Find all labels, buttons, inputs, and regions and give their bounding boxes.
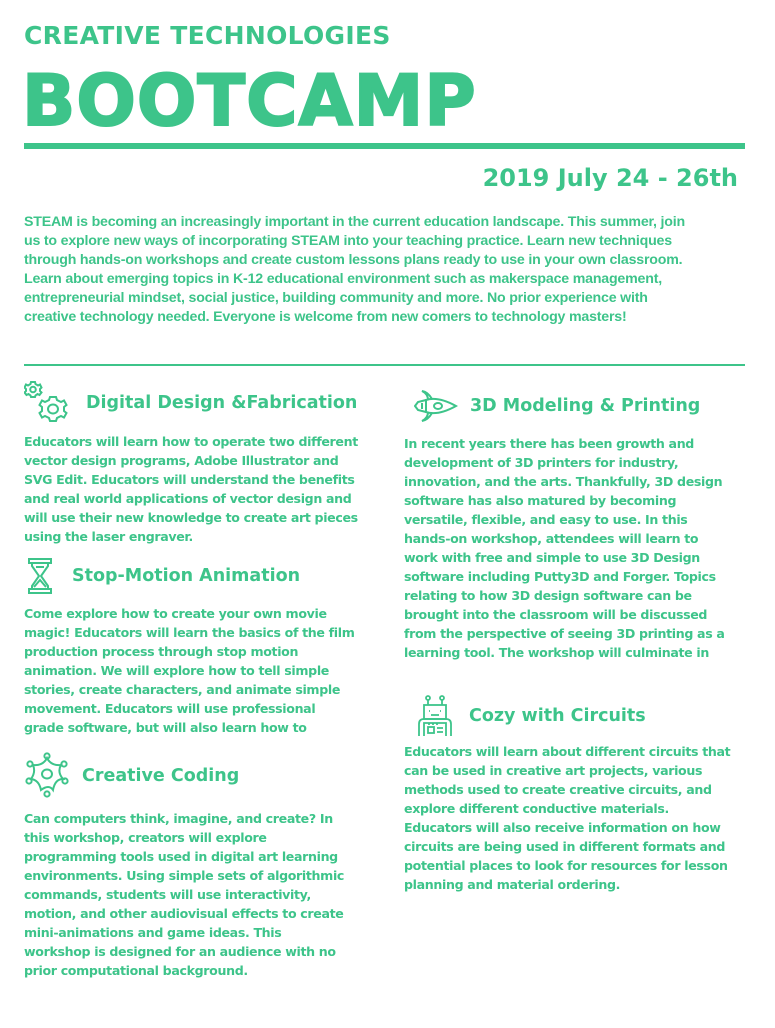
left-column: [24, 378, 374, 980]
body-line: using the laser engraver.: [24, 529, 193, 544]
hourglass-icon: [28, 558, 52, 594]
intro-line: us to explore new ways of incorporating STEAM into your teaching practice. Learn new techniques: [24, 233, 672, 249]
body-line: development of 3D printers for industry,: [404, 455, 679, 470]
intro-line: Learn about emerging topics in K-12 educational environment such as makerspace management,: [24, 271, 662, 287]
body-line: methods used to create creative circuits, and: [404, 782, 712, 797]
body-line: this workshop, creators will explore: [24, 830, 267, 845]
body-line: Educators will learn how to operate two different: [24, 434, 358, 449]
body-line: planning and material ordering.: [404, 877, 621, 892]
body-line: software including Putty3D and Forger. Topics: [404, 569, 716, 584]
event-date: 2019 July 24 - 26th: [482, 164, 738, 192]
section-body: [404, 434, 764, 662]
body-line: commands, students will use interactivity,: [24, 887, 311, 902]
section-title: Stop-Motion Animation: [72, 566, 301, 586]
intro-line: STEAM is becoming an increasingly important in the current education landscape. This summer, join: [24, 214, 685, 230]
section-body: [24, 809, 374, 980]
body-line: will use their new knowledge to create art pieces: [24, 510, 358, 525]
body-line: software has also matured by becoming: [404, 493, 677, 508]
body-line: environments. Using simple sets of algorithmic: [24, 868, 345, 883]
header-subtitle: CREATIVE TECHNOLOGIES: [24, 21, 391, 50]
body-line: production process through stop motion: [24, 644, 299, 659]
section-title: 3D Modeling & Printing: [470, 396, 701, 416]
body-line: prior computational background.: [24, 963, 248, 978]
section-title: Creative Coding: [82, 766, 240, 786]
body-line: can be used in creative art projects, various: [404, 763, 703, 778]
right-column: [404, 378, 764, 894]
body-line: versatile, flexible, and easy to use. In this: [404, 512, 688, 527]
body-line: from the perspective of seeing 3D printing as a: [404, 626, 725, 641]
section-3d-modeling: [404, 386, 764, 662]
body-line: workshop is designed for an audience with no: [24, 944, 336, 959]
body-line: and real world applications of vector design and: [24, 491, 352, 506]
section-body: [404, 742, 764, 894]
body-line: work with free and simple to use 3D Design: [404, 550, 700, 565]
body-line: programming tools used in digital art learning: [24, 849, 338, 864]
header-title: BOOTCAMP: [22, 60, 477, 142]
body-line: Educators will also receive information on how: [404, 820, 721, 835]
section-title: Digital Design &Fabrication: [86, 393, 358, 413]
rocket-icon: [414, 390, 458, 422]
body-line: grade software, but will also learn how to: [24, 720, 307, 735]
section-divider: [24, 364, 745, 366]
header-divider: [24, 143, 745, 149]
body-line: learning tool. The workshop will culminate in: [404, 645, 709, 660]
body-line: Come explore how to create your own movie: [24, 606, 327, 621]
intro-line: creative technology needed. Everyone is welcome from new comers to technology masters!: [24, 309, 627, 325]
section-body: [24, 604, 374, 737]
body-line: potential places to look for resources for lesson: [404, 858, 728, 873]
section-creative-coding: [24, 751, 374, 980]
body-line: motion, and other audiovisual effects to create: [24, 906, 344, 921]
intro-line: entrepreneurial mindset, social justice, building community and more. No prior experience with: [24, 290, 648, 306]
intro-line: through hands-on workshops and create custom lessons plans ready to use in your own classroom.: [24, 252, 683, 268]
gears-icon: [24, 378, 72, 428]
section-title: Cozy with Circuits: [469, 706, 646, 726]
section-stop-motion: [24, 556, 374, 737]
intro-paragraph: [24, 213, 754, 327]
body-line: relating to how 3D design software can be: [404, 588, 692, 603]
body-line: Educators will learn about different circuits that: [404, 744, 731, 759]
section-circuits: [404, 694, 764, 894]
body-line: circuits are being used in different formats and: [404, 839, 726, 854]
body-line: stories, create characters, and animate simple: [24, 682, 341, 697]
robot-icon: [417, 695, 453, 737]
network-icon: [24, 752, 70, 800]
body-line: explore different conductive materials.: [404, 801, 669, 816]
section-body: [24, 432, 374, 546]
body-line: mini-animations and game ideas. This: [24, 925, 282, 940]
body-line: movement. Educators will use professional: [24, 701, 316, 716]
body-line: animation. We will explore how to tell simple: [24, 663, 329, 678]
body-line: brought into the classroom will be discussed: [404, 607, 708, 622]
body-line: hands-on workshop, attendees will learn to: [404, 531, 699, 546]
body-line: vector design programs, Adobe Illustrator and: [24, 453, 339, 468]
body-line: In recent years there has been growth and: [404, 436, 694, 451]
body-line: innovation, and the arts. Thankfully, 3D design: [404, 474, 723, 489]
body-line: Can computers think, imagine, and create? In: [24, 811, 333, 826]
body-line: magic! Educators will learn the basics of the film: [24, 625, 355, 640]
section-digital-design: [24, 378, 374, 546]
body-line: SVG Edit. Educators will understand the benefits: [24, 472, 355, 487]
